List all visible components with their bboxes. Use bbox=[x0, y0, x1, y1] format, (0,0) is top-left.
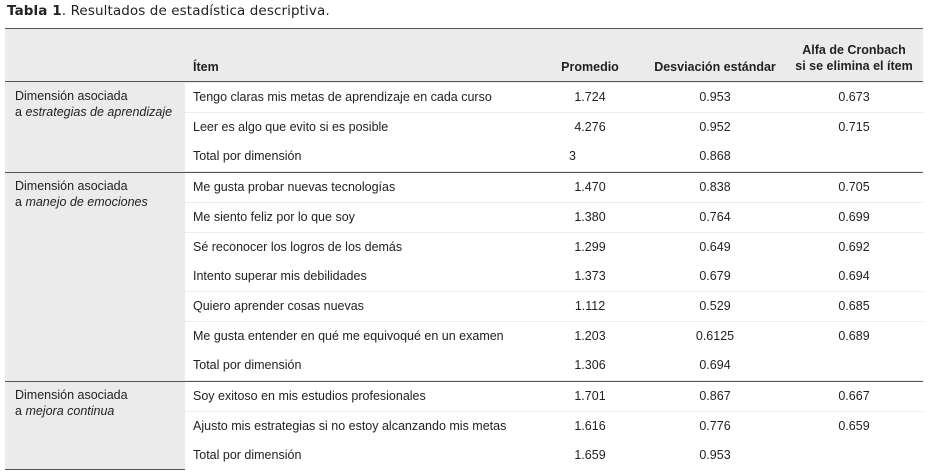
row-alfa: 0.694 bbox=[838, 269, 870, 284]
row-desviacion: 0.529 bbox=[699, 298, 731, 313]
table-row bbox=[185, 142, 923, 171]
dimension-prefix: a bbox=[15, 105, 26, 119]
dimension-name: estrategias de aprendizaje bbox=[25, 105, 173, 119]
dimension-label-line2 bbox=[15, 403, 128, 419]
caption-text: . Resultados de estadística descriptiva. bbox=[61, 3, 330, 19]
row-desviacion: 0.867 bbox=[699, 389, 731, 403]
row-item: Sé reconocer los logros de los demás bbox=[193, 239, 403, 254]
row-item: Total por dimensión bbox=[193, 149, 302, 164]
dimension-prefix: a bbox=[15, 404, 26, 418]
row-item: Quiero aprender cosas nuevas bbox=[193, 298, 364, 313]
row-desviacion: 0.953 bbox=[699, 448, 731, 463]
row-alfa: 0.692 bbox=[838, 239, 870, 254]
row-promedio: 1.306 bbox=[574, 358, 606, 373]
row-desviacion: 0.952 bbox=[699, 119, 731, 134]
row-alfa: 0.667 bbox=[838, 389, 870, 403]
row-desviacion: 0.764 bbox=[699, 209, 731, 224]
table-row bbox=[185, 113, 923, 142]
header-alfa-line1: Alfa de Cronbach bbox=[802, 43, 906, 57]
table-row bbox=[185, 351, 923, 380]
row-promedio: 1.724 bbox=[574, 90, 606, 104]
row-item: Total por dimensión bbox=[193, 358, 302, 373]
dimension-label-line1: Dimensión asociada bbox=[15, 89, 128, 103]
row-promedio: 3 bbox=[569, 149, 576, 164]
row-alfa bbox=[789, 441, 919, 470]
dimension-label bbox=[15, 88, 172, 120]
row-item: Soy exitoso en mis estudios profesionales bbox=[193, 389, 426, 403]
row-desviacion: 0.776 bbox=[699, 418, 731, 433]
row-desviacion: 0.649 bbox=[699, 239, 731, 254]
row-promedio: 1.112 bbox=[574, 298, 606, 313]
row-desviacion: 0.868 bbox=[699, 149, 731, 164]
row-desviacion: 0.6125 bbox=[695, 328, 735, 343]
dimension-label bbox=[15, 178, 148, 210]
row-desviacion: 0.694 bbox=[699, 358, 731, 373]
table-row bbox=[185, 292, 923, 321]
row-item: Me siento feliz por lo que soy bbox=[193, 209, 355, 224]
row-item: Ajusto mis estrategias si no estoy alcanzando mis metas bbox=[193, 418, 507, 433]
row-alfa bbox=[789, 142, 919, 171]
header-desviacion: Desviación estándar bbox=[654, 60, 776, 74]
row-alfa: 0.705 bbox=[838, 180, 870, 195]
dimension-prefix: a bbox=[15, 195, 26, 210]
table-caption bbox=[7, 3, 330, 19]
table-row bbox=[185, 83, 923, 112]
header-promedio: Promedio bbox=[561, 60, 619, 74]
row-item: Intento superar mis debilidades bbox=[193, 269, 367, 284]
table-row bbox=[185, 262, 923, 291]
row-promedio: 1.659 bbox=[574, 448, 606, 463]
dimension-label-line1: Dimensión asociada bbox=[15, 179, 128, 194]
row-alfa: 0.659 bbox=[838, 418, 870, 433]
caption-label: Tabla 1 bbox=[7, 3, 62, 19]
row-promedio: 1.470 bbox=[574, 180, 606, 195]
row-desviacion: 0.953 bbox=[699, 90, 731, 104]
table-row bbox=[185, 441, 923, 470]
row-item: Tengo claras mis metas de aprendizaje en cada curso bbox=[193, 90, 492, 104]
dimension-label-line2 bbox=[15, 194, 148, 210]
row-promedio: 1.299 bbox=[574, 239, 606, 254]
dimension-name: mejora continua bbox=[25, 404, 115, 418]
header-divider bbox=[5, 81, 923, 82]
row-desviacion: 0.838 bbox=[699, 180, 731, 195]
table-row bbox=[185, 322, 923, 351]
row-alfa: 0.715 bbox=[838, 119, 870, 134]
row-promedio: 1.616 bbox=[574, 418, 606, 433]
row-promedio: 1.380 bbox=[574, 209, 606, 224]
table-row bbox=[185, 412, 923, 441]
row-alfa: 0.699 bbox=[838, 209, 870, 224]
row-desviacion: 0.679 bbox=[699, 269, 731, 284]
table-row bbox=[185, 382, 923, 411]
dimension-label-line2 bbox=[15, 104, 172, 120]
table-row bbox=[185, 203, 923, 232]
row-promedio: 1.203 bbox=[574, 328, 606, 343]
row-item: Me gusta entender en qué me equivoqué en un examen bbox=[193, 328, 504, 343]
row-promedio: 4.276 bbox=[574, 119, 606, 134]
row-promedio: 1.701 bbox=[574, 389, 606, 403]
row-alfa: 0.685 bbox=[838, 298, 870, 313]
dimension-name: manejo de emociones bbox=[25, 195, 148, 210]
results-table bbox=[5, 28, 923, 470]
row-alfa bbox=[789, 351, 919, 380]
row-alfa: 0.673 bbox=[838, 90, 870, 104]
row-alfa: 0.689 bbox=[838, 328, 870, 343]
header-alfa-line2: si se elimina el ítem bbox=[795, 59, 913, 73]
dimension-label-line1: Dimensión asociada bbox=[15, 388, 128, 402]
row-item: Total por dimensión bbox=[193, 448, 302, 463]
row-item: Leer es algo que evito si es posible bbox=[193, 119, 389, 134]
header-alfa bbox=[785, 29, 923, 81]
row-promedio: 1.373 bbox=[574, 269, 606, 284]
header-item: Ítem bbox=[193, 60, 219, 74]
table-row bbox=[185, 173, 923, 202]
table-row bbox=[185, 233, 923, 262]
dimension-label bbox=[15, 387, 128, 419]
row-item: Me gusta probar nuevas tecnologías bbox=[193, 180, 396, 195]
